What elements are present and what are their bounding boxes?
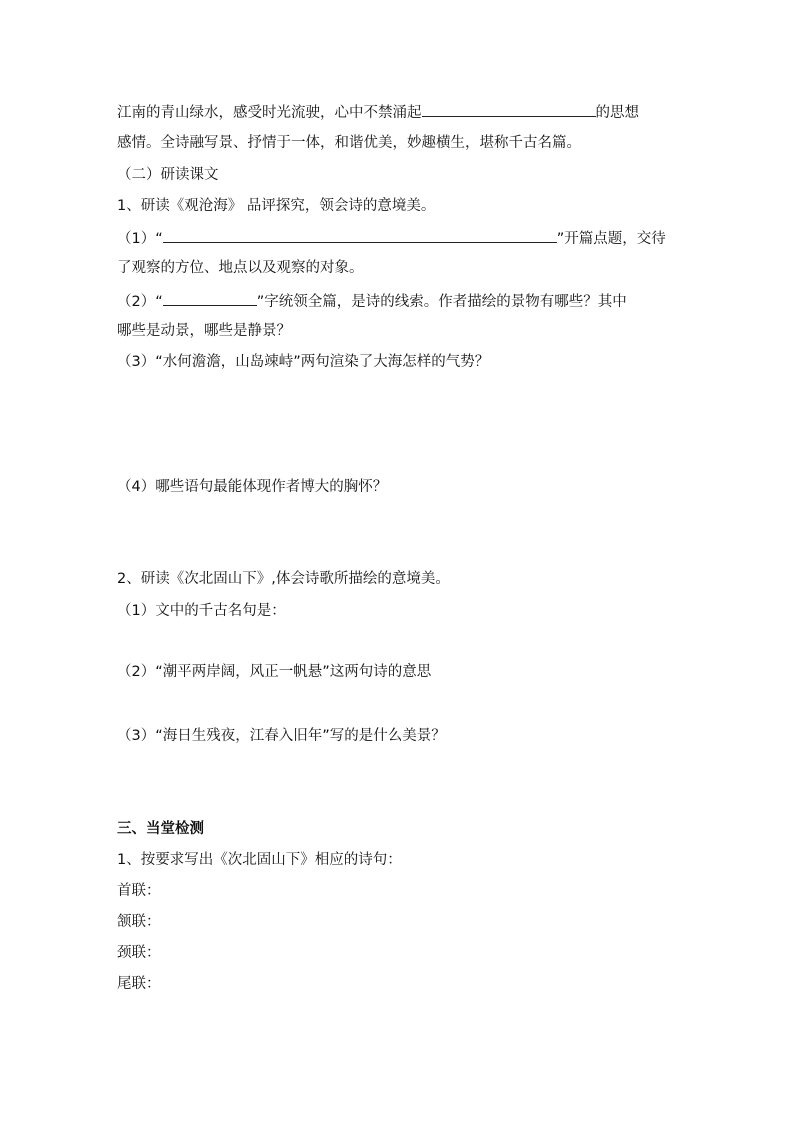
item-2-question-2: （2）“潮平两岸阔，风正一帆悬”这两句诗的意思 — [117, 664, 432, 680]
section-heading-class-test: 三、当堂检测 — [117, 821, 204, 837]
couplet-label-third: 颈联： — [117, 945, 161, 961]
question-text: ”开篇点题，交待 — [556, 231, 666, 247]
item-1-question-3: （3）“水何澹澹，山岛竦峙”两句渲染了大海怎样的气势？ — [117, 354, 490, 370]
couplet-label-first: 首联： — [117, 883, 161, 899]
item-1-title: 1、研读《观沧海》 品评探究，领会诗的意境美。 — [117, 198, 436, 214]
answer-blank-opening-lines[interactable] — [163, 227, 557, 243]
section-heading-study-text: （二）研读课文 — [117, 167, 219, 183]
item-1-question-2-cont: 哪些是动景，哪些是静景？ — [117, 323, 291, 339]
item-2-title: 2、研读《次北固山下》,体会诗歌所描绘的意境美。 — [117, 571, 450, 587]
couplet-label-last: 尾联： — [117, 976, 161, 992]
quote-open: （1）“ — [117, 231, 163, 247]
couplet-label-second: 颔联： — [117, 914, 161, 930]
item-1-question-4: （4）哪些语句最能体现作者博大的胸怀？ — [117, 479, 388, 495]
intro-text-after-blank: 的思想 — [595, 105, 639, 121]
item-1-question-1 — [117, 227, 666, 249]
intro-line-2: 感情。全诗融写景、抒情于一体，和谐优美，妙趣横生，堪称千古名篇。 — [117, 135, 581, 151]
quote-open: （2）“ — [117, 294, 163, 310]
intro-text-before-blank: 江南的青山绿水，感受时光流驶，心中不禁涌起 — [117, 105, 422, 121]
answer-blank-emotion[interactable] — [422, 101, 596, 117]
question-text: ”字统领全篇，是诗的线索。作者描绘的景物有哪些？其中 — [256, 294, 627, 310]
item-2-question-3: （3）“海日生残夜，江春入旧年”写的是什么美景？ — [117, 728, 446, 744]
intro-line-1 — [117, 101, 639, 123]
test-item-1-title: 1、按要求写出《次北固山下》相应的诗句： — [117, 852, 402, 868]
answer-blank-key-word[interactable] — [163, 290, 257, 306]
item-2-question-1: （1）文中的千古名句是： — [117, 603, 286, 619]
item-1-question-1-cont: 了观察的方位、地点以及观察的对象。 — [117, 260, 364, 276]
item-1-question-2 — [117, 290, 627, 312]
